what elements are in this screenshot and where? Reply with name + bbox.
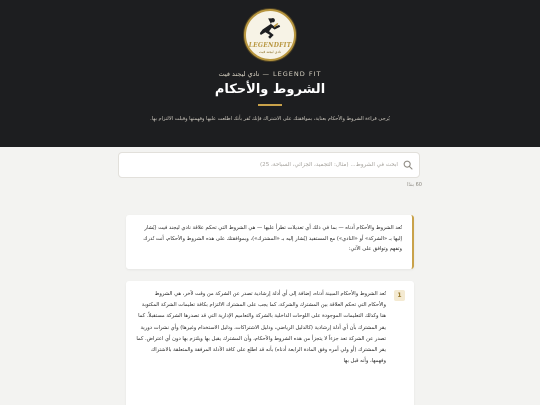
intro-card bbox=[126, 215, 414, 269]
logo-wordmark: LEGENDFIT bbox=[248, 42, 292, 49]
logo-subtitle: نادي ليجند فيت bbox=[258, 50, 281, 54]
clause-card bbox=[126, 281, 414, 405]
results-count: 60 بندًا bbox=[407, 182, 422, 188]
page-description: يُرجى قراءة الشروط والأحكام بعناية، بموافقتك على الاشتراك فإنك تُقر بأنك اطلعت عليها وفهمتها وقبلت الالتزام بها. bbox=[150, 116, 390, 122]
title-divider bbox=[258, 104, 282, 106]
page-title: الشروط والأحكام bbox=[214, 82, 326, 97]
search-input[interactable] bbox=[125, 162, 398, 168]
club-logo bbox=[244, 9, 296, 61]
intro-text: تُعد الشروط والأحكام أدناه — بما في ذلك أي تعديلات تطرأ عليها — هي الشروط التي تحكم علاقة نادي ليجند فيت (يُشار إليها بـ «الشركة» أو «النادي») مع المستفيد (يُشار إليه بـ «المشترك»)، وبموافقتك على هذه الشروط والأحكام، أنت تُدرك وتفهم وتوافق على الآتي: bbox=[143, 225, 402, 252]
brand-eyebrow: LEGEND FIT — نادي ليجند فيت bbox=[218, 70, 322, 78]
clause-text: تُعد الشروط والأحكام المبينة أدناه، إضافة إلى أي أدلة إرشادية تصدر عن الشركة من وقت لآخر، هي الشروط والأحكام التي تحكم العلاقة بين المشترك والشركة، كما يجب على المشترك الالتزام بكافة تعليمات الشركة المكتوبة هنا وكذلك التعليمات الموجودة على اللوحات الداخلية بالشركة والتعاميم الإدارية التي قد تصدرها الشركة مستقبلاً. كما يقر المشترك بأن أي أدلة إرشادية (كالدليل الرياضي، ودليل الاشتراكات، ودليل الاستخدام وغيرها) وأي نشرات دورية تصدر عن الشركة تعد جزءاً لا يتجزأ من هذه الشروط والأحكام، وأن المشترك يقبل بها ويلتزم بها دون أي اعتراض. كما يقر المشترك (أو ولي أمره وفق المادة الرابعة أدناه) بأنه قد اطلع على كافة الأدلة المرفقة والمتعلقة بالاشتراك وفهمها، وأنه قبل بها bbox=[136, 291, 386, 365]
page-header bbox=[0, 0, 540, 147]
clause-number-badge: 1 bbox=[394, 290, 405, 301]
search-icon bbox=[403, 160, 413, 170]
search-box[interactable] bbox=[118, 152, 420, 178]
